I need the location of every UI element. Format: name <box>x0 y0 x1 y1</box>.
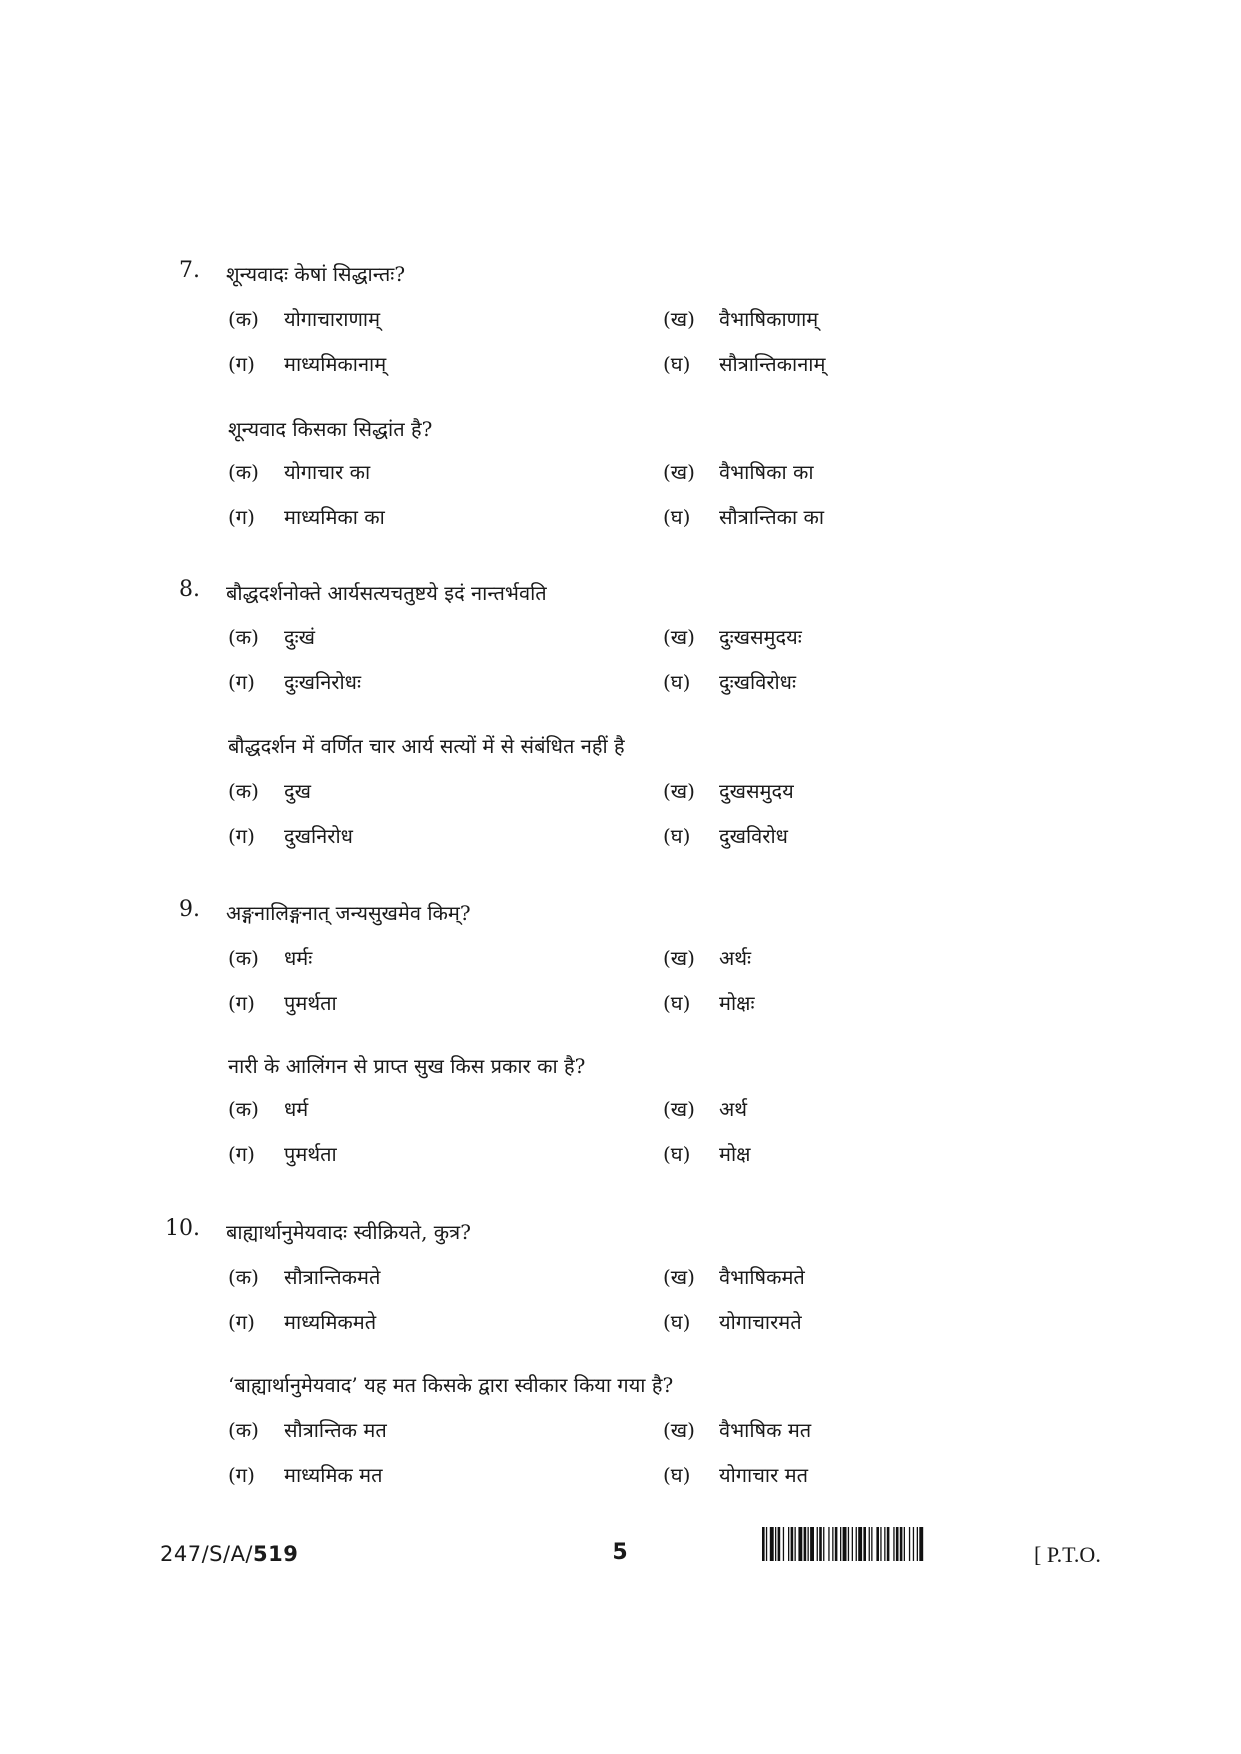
paper-code-prefix: 247/S/A/ <box>160 1542 254 1566</box>
option-text: दुःखं <box>284 625 316 649</box>
option-text: वैभाषिक मत <box>719 1418 812 1442</box>
option-label: (ख) <box>663 307 695 331</box>
option-label: (घ) <box>663 991 691 1015</box>
option-text: मोक्ष <box>719 1142 751 1166</box>
hindi-stem: शून्यवाद किसका सिद्धांत है? <box>228 417 433 441</box>
paper-code-number: 519 <box>253 1542 299 1566</box>
option-kha <box>663 305 818 332</box>
option-text: योगाचार मत <box>719 1463 808 1487</box>
option-label: (ख) <box>663 1418 695 1442</box>
option-text: सौत्रान्तिक मत <box>284 1418 387 1442</box>
option-text: दुखनिरोध <box>284 824 353 848</box>
option-label: (क) <box>228 307 259 331</box>
option-label: (घ) <box>663 824 691 848</box>
option-text: पुमर्थता <box>284 1142 337 1166</box>
option-ga <box>228 668 361 695</box>
question-number: 10. <box>165 1216 200 1241</box>
option-text: योगाचारमते <box>719 1310 802 1334</box>
option-label: (क) <box>228 1097 259 1121</box>
option-label: (ग) <box>228 1142 255 1166</box>
option-text: दुःखविरोधः <box>719 670 797 694</box>
option-label: (घ) <box>663 1310 691 1334</box>
option-label: (ग) <box>228 991 255 1015</box>
option-label: (ग) <box>228 352 255 376</box>
question-stem: शून्यवादः केषां सिद्धान्तः? <box>226 262 406 286</box>
paper-code <box>160 1542 298 1566</box>
option-label: (ख) <box>663 625 695 649</box>
option-label: (क) <box>228 946 259 970</box>
hindi-option-kha <box>663 777 794 804</box>
option-label: (घ) <box>663 352 691 376</box>
option-label: (क) <box>228 625 259 649</box>
hindi-option-ga <box>228 1461 382 1488</box>
option-label: (ग) <box>228 505 255 529</box>
option-kha <box>663 1263 805 1290</box>
option-label: (ग) <box>228 670 255 694</box>
option-text: मोक्षः <box>719 991 755 1015</box>
hindi-stem: बौद्धदर्शन में वर्णित चार आर्य सत्यों में से संबंधित नहीं है <box>228 734 625 758</box>
hindi-option-ka <box>228 1416 387 1443</box>
hindi-option-ka <box>228 777 311 804</box>
hindi-stem: नारी के आलिंगन से प्राप्त सुख किस प्रकार का है? <box>228 1054 586 1078</box>
option-text: अर्थः <box>719 946 752 970</box>
question-stem: बाह्यार्थानुमेयवादः स्वीक्रियते, कुत्र? <box>226 1220 471 1244</box>
option-text: अर्थ <box>719 1097 748 1121</box>
question-number: 7. <box>179 258 200 283</box>
pto-label: [ P.T.O. <box>1034 1542 1101 1567</box>
option-text: सौत्रान्तिकानाम् <box>719 352 826 376</box>
hindi-option-gha <box>663 822 788 849</box>
option-text: धर्म <box>284 1097 309 1121</box>
option-ka <box>228 1263 380 1290</box>
option-text: वैभाषिकाणाम् <box>719 307 819 331</box>
hindi-option-ka <box>228 1095 308 1122</box>
hindi-option-kha <box>663 1095 747 1122</box>
option-text: दुःखसमुदयः <box>719 625 802 649</box>
option-gha <box>663 350 825 377</box>
option-kha <box>663 623 802 650</box>
hindi-option-gha <box>663 1140 750 1167</box>
option-ga <box>228 989 337 1016</box>
question-number: 8. <box>179 577 200 602</box>
option-ga <box>228 350 386 377</box>
option-text: दुःखनिरोधः <box>284 670 361 694</box>
option-ka <box>228 305 380 332</box>
option-gha <box>663 668 796 695</box>
option-text: योगाचाराणाम् <box>284 307 381 331</box>
hindi-option-ka <box>228 458 370 485</box>
hindi-option-ga <box>228 1140 337 1167</box>
option-gha <box>663 989 755 1016</box>
option-text: दुख <box>284 779 311 803</box>
option-label: (घ) <box>663 1142 691 1166</box>
option-text: वैभाषिकमते <box>719 1265 805 1289</box>
hindi-stem: ‘बाह्यार्थानुमेयवाद’ यह मत किसके द्वारा स्वीकार किया गया है? <box>228 1373 674 1397</box>
page-number: 5 <box>612 1540 628 1565</box>
option-label: (ख) <box>663 946 695 970</box>
option-label: (ख) <box>663 1265 695 1289</box>
hindi-option-gha <box>663 503 824 530</box>
option-text: माध्यमिका का <box>284 505 385 529</box>
option-gha <box>663 1308 802 1335</box>
option-text: माध्यमिकानाम् <box>284 352 387 376</box>
question-number: 9. <box>179 897 200 922</box>
question-stem: बौद्धदर्शनोक्ते आर्यसत्यचतुष्टये इदं नान्तर्भवति <box>226 581 547 605</box>
option-label: (ख) <box>663 779 695 803</box>
option-label: (क) <box>228 1265 259 1289</box>
option-text: योगाचार का <box>284 460 371 484</box>
option-text: दुखसमुदय <box>719 779 794 803</box>
option-kha <box>663 944 751 971</box>
hindi-option-ga <box>228 503 385 530</box>
option-label: (क) <box>228 1418 259 1442</box>
option-label: (ग) <box>228 1310 255 1334</box>
hindi-option-ga <box>228 822 353 849</box>
option-text: सौत्रान्तिका का <box>719 505 825 529</box>
option-label: (ग) <box>228 824 255 848</box>
option-text: माध्यमिकमते <box>284 1310 377 1334</box>
option-ka <box>228 623 315 650</box>
option-label: (घ) <box>663 670 691 694</box>
option-label: (ख) <box>663 1097 695 1121</box>
option-text: धर्मः <box>284 946 313 970</box>
question-stem: अङ्गनालिङ्गनात् जन्यसुखमेव किम्? <box>226 901 471 925</box>
option-ka <box>228 944 312 971</box>
option-text: दुखविरोध <box>719 824 788 848</box>
option-label: (घ) <box>663 1463 691 1487</box>
option-label: (घ) <box>663 505 691 529</box>
barcode-icon <box>762 1527 1020 1561</box>
option-label: (क) <box>228 460 259 484</box>
option-ga <box>228 1308 376 1335</box>
option-label: (ख) <box>663 460 695 484</box>
option-text: माध्यमिक मत <box>284 1463 383 1487</box>
hindi-option-gha <box>663 1461 808 1488</box>
option-text: पुमर्थता <box>284 991 337 1015</box>
hindi-option-kha <box>663 458 814 485</box>
option-text: सौत्रान्तिकमते <box>284 1265 381 1289</box>
hindi-option-kha <box>663 1416 811 1443</box>
option-text: वैभाषिका का <box>719 460 814 484</box>
option-label: (क) <box>228 779 259 803</box>
option-label: (ग) <box>228 1463 255 1487</box>
